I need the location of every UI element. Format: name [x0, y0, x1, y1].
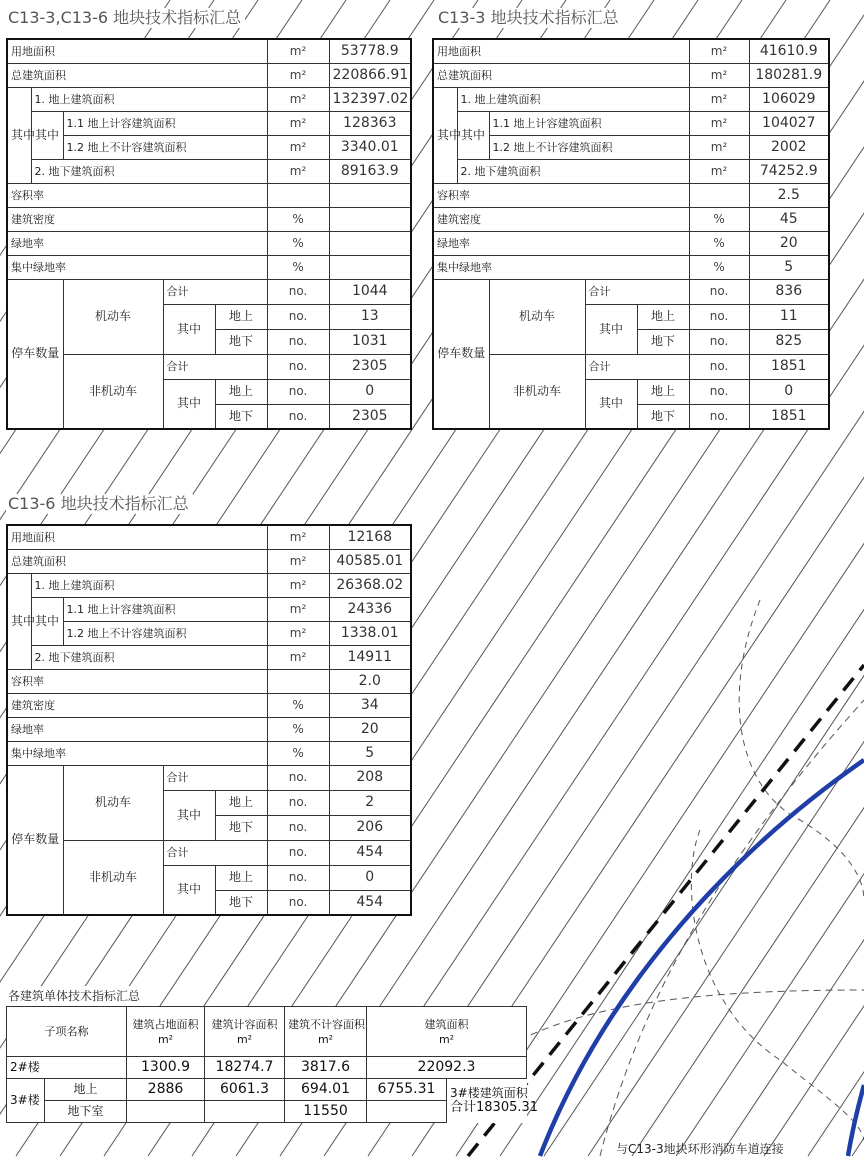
- row-unit: %: [267, 693, 329, 717]
- of-which-label: 其中: [457, 111, 489, 159]
- row-unit: %: [689, 207, 749, 231]
- row-unit: m²: [689, 135, 749, 159]
- of-which-label: 其中: [163, 865, 215, 915]
- row-label: 建筑密度: [7, 693, 267, 717]
- parking-label: 地上: [215, 379, 267, 404]
- row-unit: %: [267, 255, 329, 279]
- parking-unit: no.: [689, 354, 749, 379]
- parking-label: 地上: [637, 379, 689, 404]
- header-unit: m²: [157, 1032, 174, 1046]
- parking-label: 合计: [163, 765, 267, 790]
- row-label: 绿地率: [7, 231, 267, 255]
- roundabout-dashed: [739, 600, 864, 900]
- parking-unit: no.: [267, 329, 329, 354]
- parking-label: 地下: [215, 815, 267, 840]
- header-area: [367, 1007, 527, 1057]
- parking-label: 合计: [585, 354, 689, 379]
- row-unit: m²: [267, 39, 329, 63]
- parking-count-label: 停车数量: [433, 279, 489, 429]
- row-label: 建筑密度: [433, 207, 689, 231]
- parking-unit: no.: [689, 304, 749, 329]
- row-unit: m²: [267, 573, 329, 597]
- row-value: 40585.01: [329, 549, 411, 573]
- motor-label: 机动车: [63, 279, 163, 354]
- row-label: 1. 地上建筑面积: [31, 573, 267, 597]
- row-value: 74252.9: [749, 159, 829, 183]
- row-label: 1.2 地上不计容建筑面积: [489, 135, 689, 159]
- row-unit: m²: [689, 159, 749, 183]
- fire-lane-dashed-curve: [600, 700, 864, 1156]
- row-value: 5: [749, 255, 829, 279]
- row-unit: %: [267, 207, 329, 231]
- of-which-label: 其中: [163, 304, 215, 354]
- row-value: [329, 255, 411, 279]
- row-value: 41610.9: [749, 39, 829, 63]
- row-unit: %: [267, 717, 329, 741]
- row-unit: m²: [267, 645, 329, 669]
- row-value: 220866.91: [329, 63, 411, 87]
- building-3-basement-counted: [205, 1101, 285, 1123]
- header-unit: m²: [438, 1032, 455, 1046]
- c13-3-table-title: C13-3 地块技术指标汇总: [436, 8, 623, 28]
- row-unit: m²: [689, 111, 749, 135]
- building-3-basement-area: [367, 1101, 447, 1123]
- parking-value: 11: [749, 304, 829, 329]
- building-3-basement-footprint: [127, 1101, 205, 1123]
- parking-value: 454: [329, 890, 411, 915]
- row-value: [329, 231, 411, 255]
- building-2-counted: 18274.7: [205, 1057, 285, 1079]
- header-footprint: [127, 1007, 205, 1057]
- nonmotor-label: 非机动车: [489, 354, 585, 429]
- row-unit: m²: [267, 87, 329, 111]
- header-counted: [205, 1007, 285, 1057]
- parking-value: 1851: [749, 404, 829, 429]
- building-3-above-label: 地上: [45, 1079, 127, 1101]
- row-label: 总建筑面积: [433, 63, 689, 87]
- parking-value: 836: [749, 279, 829, 304]
- row-value: 1338.01: [329, 621, 411, 645]
- row-value: 89163.9: [329, 159, 411, 183]
- row-unit: [267, 669, 329, 693]
- parking-value: 2305: [329, 354, 411, 379]
- row-label: 1.1 地上计容建筑面积: [63, 597, 267, 621]
- row-label: 1.2 地上不计容建筑面积: [63, 135, 267, 159]
- parking-unit: no.: [267, 279, 329, 304]
- parking-label: 地上: [215, 790, 267, 815]
- building-3-note-label: 3#楼建筑面积: [450, 1086, 528, 1101]
- combined-table-title: C13-3,C13-6 地块技术指标汇总: [6, 8, 245, 28]
- row-unit: m²: [267, 111, 329, 135]
- parking-value: 454: [329, 840, 411, 865]
- row-value: 128363: [329, 111, 411, 135]
- parking-value: 2305: [329, 404, 411, 429]
- row-label: 容积率: [7, 183, 267, 207]
- building-3-basement-not-counted: 11550: [285, 1101, 367, 1123]
- row-label: 用地面积: [7, 39, 267, 63]
- parking-unit: no.: [689, 404, 749, 429]
- row-label: 绿地率: [433, 231, 689, 255]
- building-2-footprint: 1300.9: [127, 1057, 205, 1079]
- parking-value: 1044: [329, 279, 411, 304]
- row-unit: m²: [267, 621, 329, 645]
- row-value: 3340.01: [329, 135, 411, 159]
- combined-indicator-table: [6, 38, 412, 430]
- row-label: 容积率: [7, 669, 267, 693]
- row-label: 集中绿地率: [7, 255, 267, 279]
- of-which-label: 其中: [31, 111, 63, 159]
- building-3-footprint: 2886: [127, 1079, 205, 1101]
- parking-value: 208: [329, 765, 411, 790]
- row-unit: m²: [689, 63, 749, 87]
- parking-unit: no.: [267, 890, 329, 915]
- c13-6-indicator-table: [6, 524, 412, 916]
- parking-value: 1031: [329, 329, 411, 354]
- row-value: 34: [329, 693, 411, 717]
- row-value: 24336: [329, 597, 411, 621]
- row-unit: %: [689, 255, 749, 279]
- row-label: 容积率: [433, 183, 689, 207]
- of-which-label: 其中: [585, 304, 637, 354]
- parking-unit: no.: [689, 279, 749, 304]
- row-value: 180281.9: [749, 63, 829, 87]
- row-value: 104027: [749, 111, 829, 135]
- row-value: 106029: [749, 87, 829, 111]
- building-2-not-counted: 3817.6: [285, 1057, 367, 1079]
- building-2-name: 2#楼: [7, 1057, 127, 1079]
- row-unit: m²: [267, 63, 329, 87]
- header-footprint-label: 建筑占地面积: [132, 1017, 199, 1031]
- row-value: 12168: [329, 525, 411, 549]
- row-label: 1. 地上建筑面积: [31, 87, 267, 111]
- row-value: 20: [749, 231, 829, 255]
- building-3-note-cell: [447, 1079, 539, 1123]
- fire-lane-note: 与C13-3地块环形消防车道连接: [616, 1142, 784, 1156]
- parking-unit: no.: [267, 354, 329, 379]
- parking-label: 地上: [215, 865, 267, 890]
- row-unit: m²: [267, 135, 329, 159]
- row-unit: m²: [267, 597, 329, 621]
- row-value: 45: [749, 207, 829, 231]
- of-which-label: 其中: [585, 379, 637, 429]
- row-value: 2002: [749, 135, 829, 159]
- row-value: 20: [329, 717, 411, 741]
- row-unit: m²: [689, 39, 749, 63]
- row-value: 53778.9: [329, 39, 411, 63]
- building-3-area: 6755.31: [367, 1079, 447, 1101]
- row-unit: %: [267, 231, 329, 255]
- parking-count-label: 停车数量: [7, 279, 63, 429]
- row-value: [329, 207, 411, 231]
- row-label: 集中绿地率: [7, 741, 267, 765]
- row-label: 1.1 地上计容建筑面积: [489, 111, 689, 135]
- row-value: 14911: [329, 645, 411, 669]
- row-unit: m²: [267, 159, 329, 183]
- row-unit: m²: [689, 87, 749, 111]
- parking-unit: no.: [267, 404, 329, 429]
- row-unit: [689, 183, 749, 207]
- row-value: 5: [329, 741, 411, 765]
- motor-label: 机动车: [63, 765, 163, 840]
- parking-label: 地下: [215, 329, 267, 354]
- parking-unit: no.: [267, 865, 329, 890]
- c13-6-table-title: C13-6 地块技术指标汇总: [6, 494, 193, 514]
- parking-label: 合计: [585, 279, 689, 304]
- building-3-note-value: 合计18305.31: [450, 1100, 539, 1116]
- parking-unit: no.: [689, 329, 749, 354]
- parking-label: 地上: [215, 304, 267, 329]
- parking-label: 地上: [637, 304, 689, 329]
- row-value: 2.0: [329, 669, 411, 693]
- road-blue-curve-2: [848, 1085, 864, 1156]
- row-label: 用地面积: [7, 525, 267, 549]
- parking-unit: no.: [689, 379, 749, 404]
- row-unit: [267, 183, 329, 207]
- header-counted-label: 建筑计容面积: [211, 1017, 278, 1031]
- header-not-counted-label: 建筑不计容面积: [288, 1017, 365, 1031]
- parking-unit: no.: [267, 379, 329, 404]
- nonmotor-label: 非机动车: [63, 354, 163, 429]
- c13-3-indicator-table: [432, 38, 830, 430]
- header-unit: m²: [236, 1032, 253, 1046]
- row-value: 26368.02: [329, 573, 411, 597]
- row-label: 2. 地下建筑面积: [31, 159, 267, 183]
- parking-unit: no.: [267, 815, 329, 840]
- parking-value: 825: [749, 329, 829, 354]
- parking-value: 0: [749, 379, 829, 404]
- row-unit: %: [267, 741, 329, 765]
- parking-count-label: 停车数量: [7, 765, 63, 915]
- buildings-indicator-table: [6, 1006, 539, 1123]
- row-label: 1. 地上建筑面积: [457, 87, 689, 111]
- fire-lane-dashed-curve-2: [520, 990, 864, 1040]
- building-3-not-counted: 694.01: [285, 1079, 367, 1101]
- row-unit: %: [689, 231, 749, 255]
- parking-value: 0: [329, 865, 411, 890]
- row-unit: m²: [267, 549, 329, 573]
- row-label: 建筑密度: [7, 207, 267, 231]
- row-label: 2. 地下建筑面积: [457, 159, 689, 183]
- parking-unit: no.: [267, 304, 329, 329]
- parking-label: 合计: [163, 354, 267, 379]
- of-which-label: 其中: [433, 87, 457, 183]
- header-not-counted: [285, 1007, 367, 1057]
- parking-label: 合计: [163, 840, 267, 865]
- building-3-counted: 6061.3: [205, 1079, 285, 1101]
- nonmotor-label: 非机动车: [63, 840, 163, 915]
- parking-unit: no.: [267, 790, 329, 815]
- parking-value: 0: [329, 379, 411, 404]
- row-label: 2. 地下建筑面积: [31, 645, 267, 669]
- row-label: 绿地率: [7, 717, 267, 741]
- parking-label: 地下: [215, 404, 267, 429]
- parking-label: 地下: [215, 890, 267, 915]
- row-label: 总建筑面积: [7, 549, 267, 573]
- of-which-label: 其中: [31, 597, 63, 645]
- parking-label: 地下: [637, 404, 689, 429]
- of-which-label: 其中: [163, 379, 215, 429]
- building-3-basement-label: 地下室: [45, 1101, 127, 1123]
- of-which-label: 其中: [163, 790, 215, 840]
- parking-value: 13: [329, 304, 411, 329]
- of-which-label: 其中: [7, 87, 31, 183]
- building-3-name: 3#楼: [7, 1079, 45, 1123]
- parking-unit: no.: [267, 765, 329, 790]
- road-boundary-thick-dashed: [468, 665, 864, 1156]
- motor-label: 机动车: [489, 279, 585, 354]
- of-which-label: 其中: [7, 573, 31, 669]
- parking-value: 2: [329, 790, 411, 815]
- header-name: 子项名称: [7, 1007, 127, 1057]
- parking-unit: no.: [267, 840, 329, 865]
- buildings-table-title: 各建筑单体技术指标汇总: [6, 986, 144, 1006]
- parking-value: 206: [329, 815, 411, 840]
- row-value: 2.5: [749, 183, 829, 207]
- parking-label: 合计: [163, 279, 267, 304]
- header-unit: m²: [317, 1032, 334, 1046]
- row-unit: m²: [267, 525, 329, 549]
- row-value: 132397.02: [329, 87, 411, 111]
- header-area-label: 建筑面积: [424, 1017, 469, 1031]
- row-label: 总建筑面积: [7, 63, 267, 87]
- hatch-line: [852, 0, 864, 1156]
- building-2-area: 22092.3: [367, 1057, 527, 1079]
- row-value: [329, 183, 411, 207]
- road-blue-curve: [540, 760, 864, 1156]
- row-label: 集中绿地率: [433, 255, 689, 279]
- parking-value: 1851: [749, 354, 829, 379]
- row-label: 用地面积: [433, 39, 689, 63]
- row-label: 1.1 地上计容建筑面积: [63, 111, 267, 135]
- parking-label: 地下: [637, 329, 689, 354]
- row-label: 1.2 地上不计容建筑面积: [63, 621, 267, 645]
